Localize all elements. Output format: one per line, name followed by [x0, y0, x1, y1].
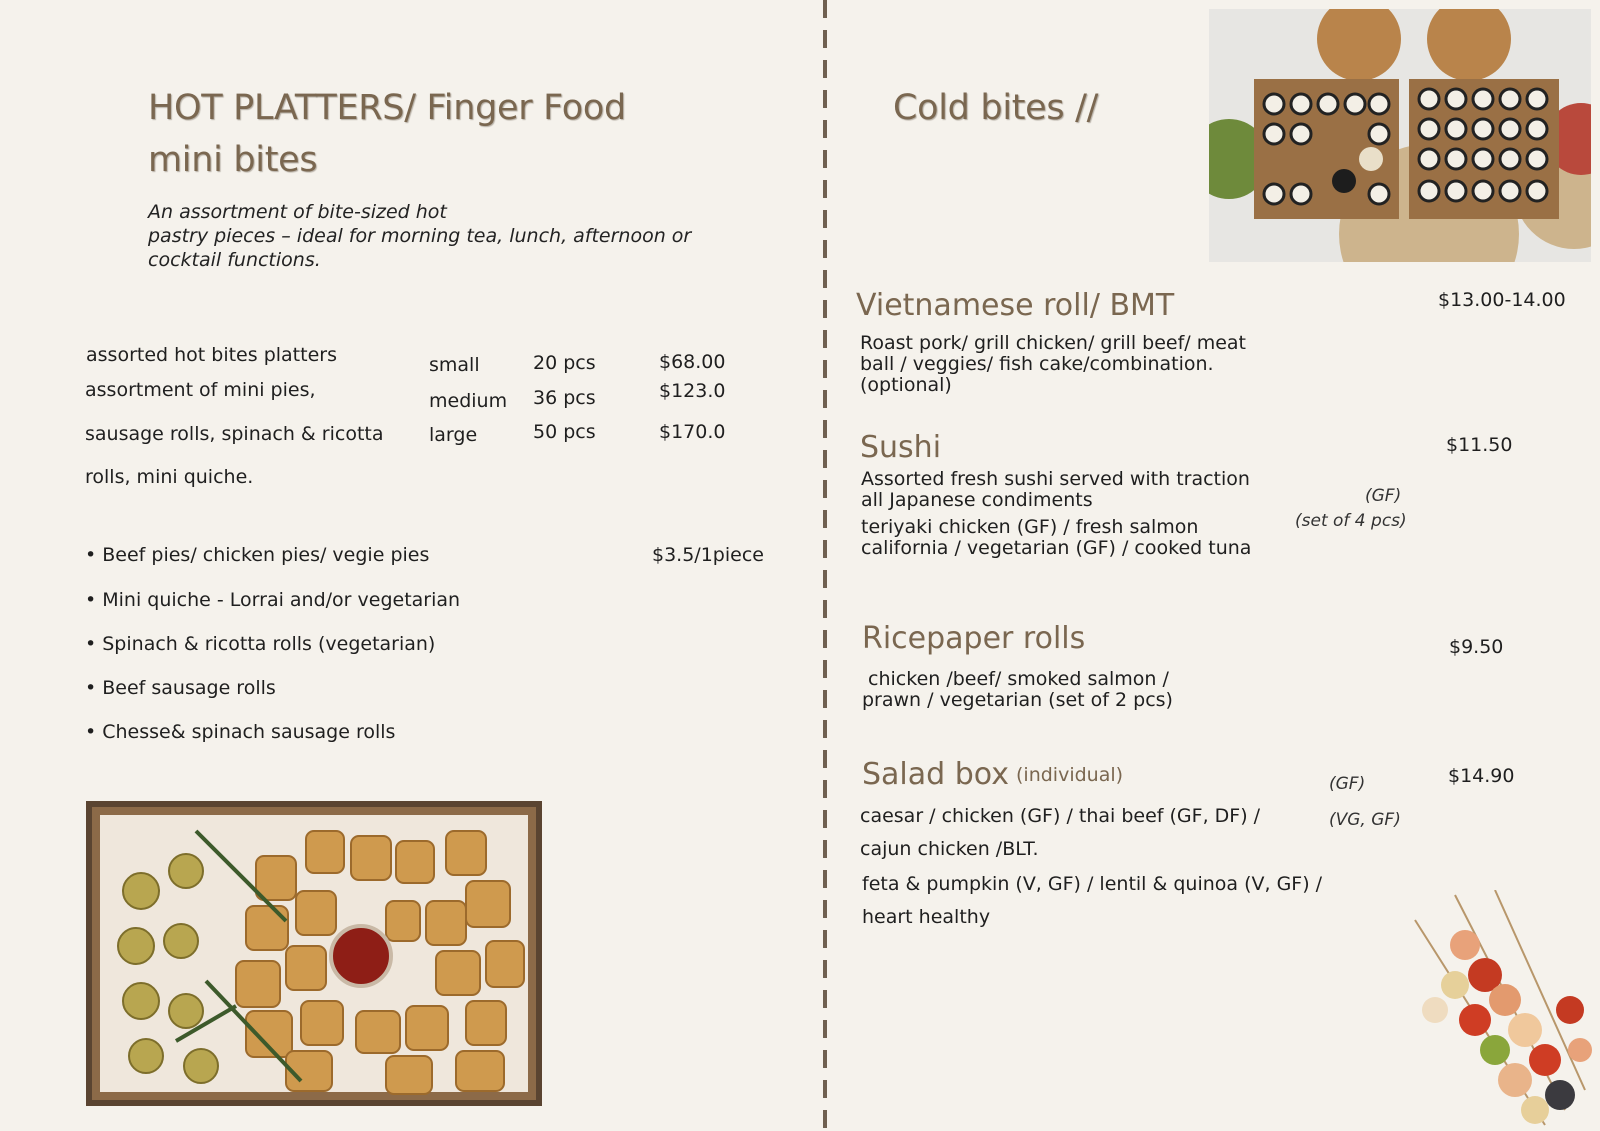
- item-line: all Japanese condiments: [861, 489, 1093, 511]
- platter-desc-3: sausage rolls, spinach & ricotta: [85, 423, 384, 445]
- salad-note-vg-gf: (VG, GF): [1329, 810, 1401, 830]
- item-price-sushi: $11.50: [1446, 434, 1513, 456]
- pcs-small: 20 pcs: [533, 352, 596, 374]
- sushi-note-gf: (GF): [1365, 486, 1402, 506]
- left-intro-1: An assortment of bite-sized hot: [148, 201, 447, 223]
- price-small: $68.00: [659, 351, 726, 373]
- item-line: california / vegetarian (GF) / cooked tuna: [861, 537, 1252, 559]
- left-intro-2: pastry pieces – ideal for morning tea, lunch, afternoon or: [148, 225, 692, 247]
- sushi-platter-photo: [1209, 9, 1591, 262]
- hot-pastry-platter-photo: [86, 801, 542, 1106]
- item-line: Roast pork/ grill chicken/ grill beef/ meat: [860, 332, 1247, 354]
- skewer-illustration: [1395, 890, 1600, 1131]
- size-large: large: [429, 424, 478, 446]
- item-line: heart healthy: [862, 906, 991, 928]
- platter-desc-4: rolls, mini quiche.: [85, 466, 254, 488]
- left-title-line1: HOT PLATTERS/ Finger Food: [148, 88, 626, 128]
- bullet-item: • Chesse& spinach sausage rolls: [85, 721, 396, 743]
- item-line: cajun chicken /BLT.: [860, 838, 1039, 860]
- item-price-vietnamese-roll: $13.00-14.00: [1438, 289, 1566, 311]
- salad-box-tag: (individual): [1016, 764, 1124, 786]
- item-line: (optional): [860, 374, 952, 396]
- bullet-item: • Beef sausage rolls: [85, 677, 276, 699]
- item-title-sushi: Sushi: [860, 430, 942, 465]
- size-medium: medium: [429, 390, 508, 412]
- item-line: Assorted fresh sushi served with traction: [861, 468, 1250, 490]
- item-line: chicken /beef/ smoked salmon /: [862, 668, 1169, 690]
- item-title-vietnamese-roll: Vietnamese roll/ BMT: [856, 288, 1175, 323]
- sushi-note-set: (set of 4 pcs): [1295, 511, 1407, 531]
- platter-desc-1: assorted hot bites platters: [86, 344, 337, 366]
- platter-desc-2: assortment of mini pies,: [85, 379, 316, 401]
- price-large: $170.0: [659, 421, 726, 443]
- item-line: caesar / chicken (GF) / thai beef (GF, DF) /: [860, 805, 1261, 827]
- pastry-illustration: [86, 801, 542, 1106]
- item-price-salad-box: $14.90: [1448, 765, 1515, 787]
- size-small: small: [429, 354, 480, 376]
- pcs-large: 50 pcs: [533, 421, 596, 443]
- pcs-medium: 36 pcs: [533, 387, 596, 409]
- item-line: prawn / vegetarian (set of 2 pcs): [862, 689, 1173, 711]
- seafood-skewers-photo: [1395, 890, 1600, 1131]
- page-divider: [823, 0, 827, 1131]
- bullet-item: • Beef pies/ chicken pies/ vegie pies: [85, 544, 430, 566]
- price-medium: $123.0: [659, 380, 726, 402]
- item-title-ricepaper-rolls: Ricepaper rolls: [862, 621, 1086, 656]
- bullet-item: • Spinach & ricotta rolls (vegetarian): [85, 633, 436, 655]
- right-title: Cold bites //: [893, 88, 1099, 128]
- item-price-ricepaper-rolls: $9.50: [1449, 636, 1504, 658]
- bullet-price: $3.5/1piece: [652, 544, 764, 566]
- item-title-salad-box: Salad box: [862, 757, 1009, 792]
- bullet-item: • Mini quiche - Lorrai and/or vegetarian: [85, 589, 461, 611]
- sushi-illustration: [1209, 9, 1591, 262]
- salad-note-gf: (GF): [1329, 774, 1366, 794]
- item-line: ball / veggies/ fish cake/combination.: [860, 353, 1214, 375]
- item-line: teriyaki chicken (GF) / fresh salmon: [861, 516, 1199, 538]
- left-title-line2: mini bites: [148, 140, 318, 180]
- left-intro-3: cocktail functions.: [148, 249, 321, 271]
- item-line: feta & pumpkin (V, GF) / lentil & quinoa (V, GF) /: [862, 873, 1323, 895]
